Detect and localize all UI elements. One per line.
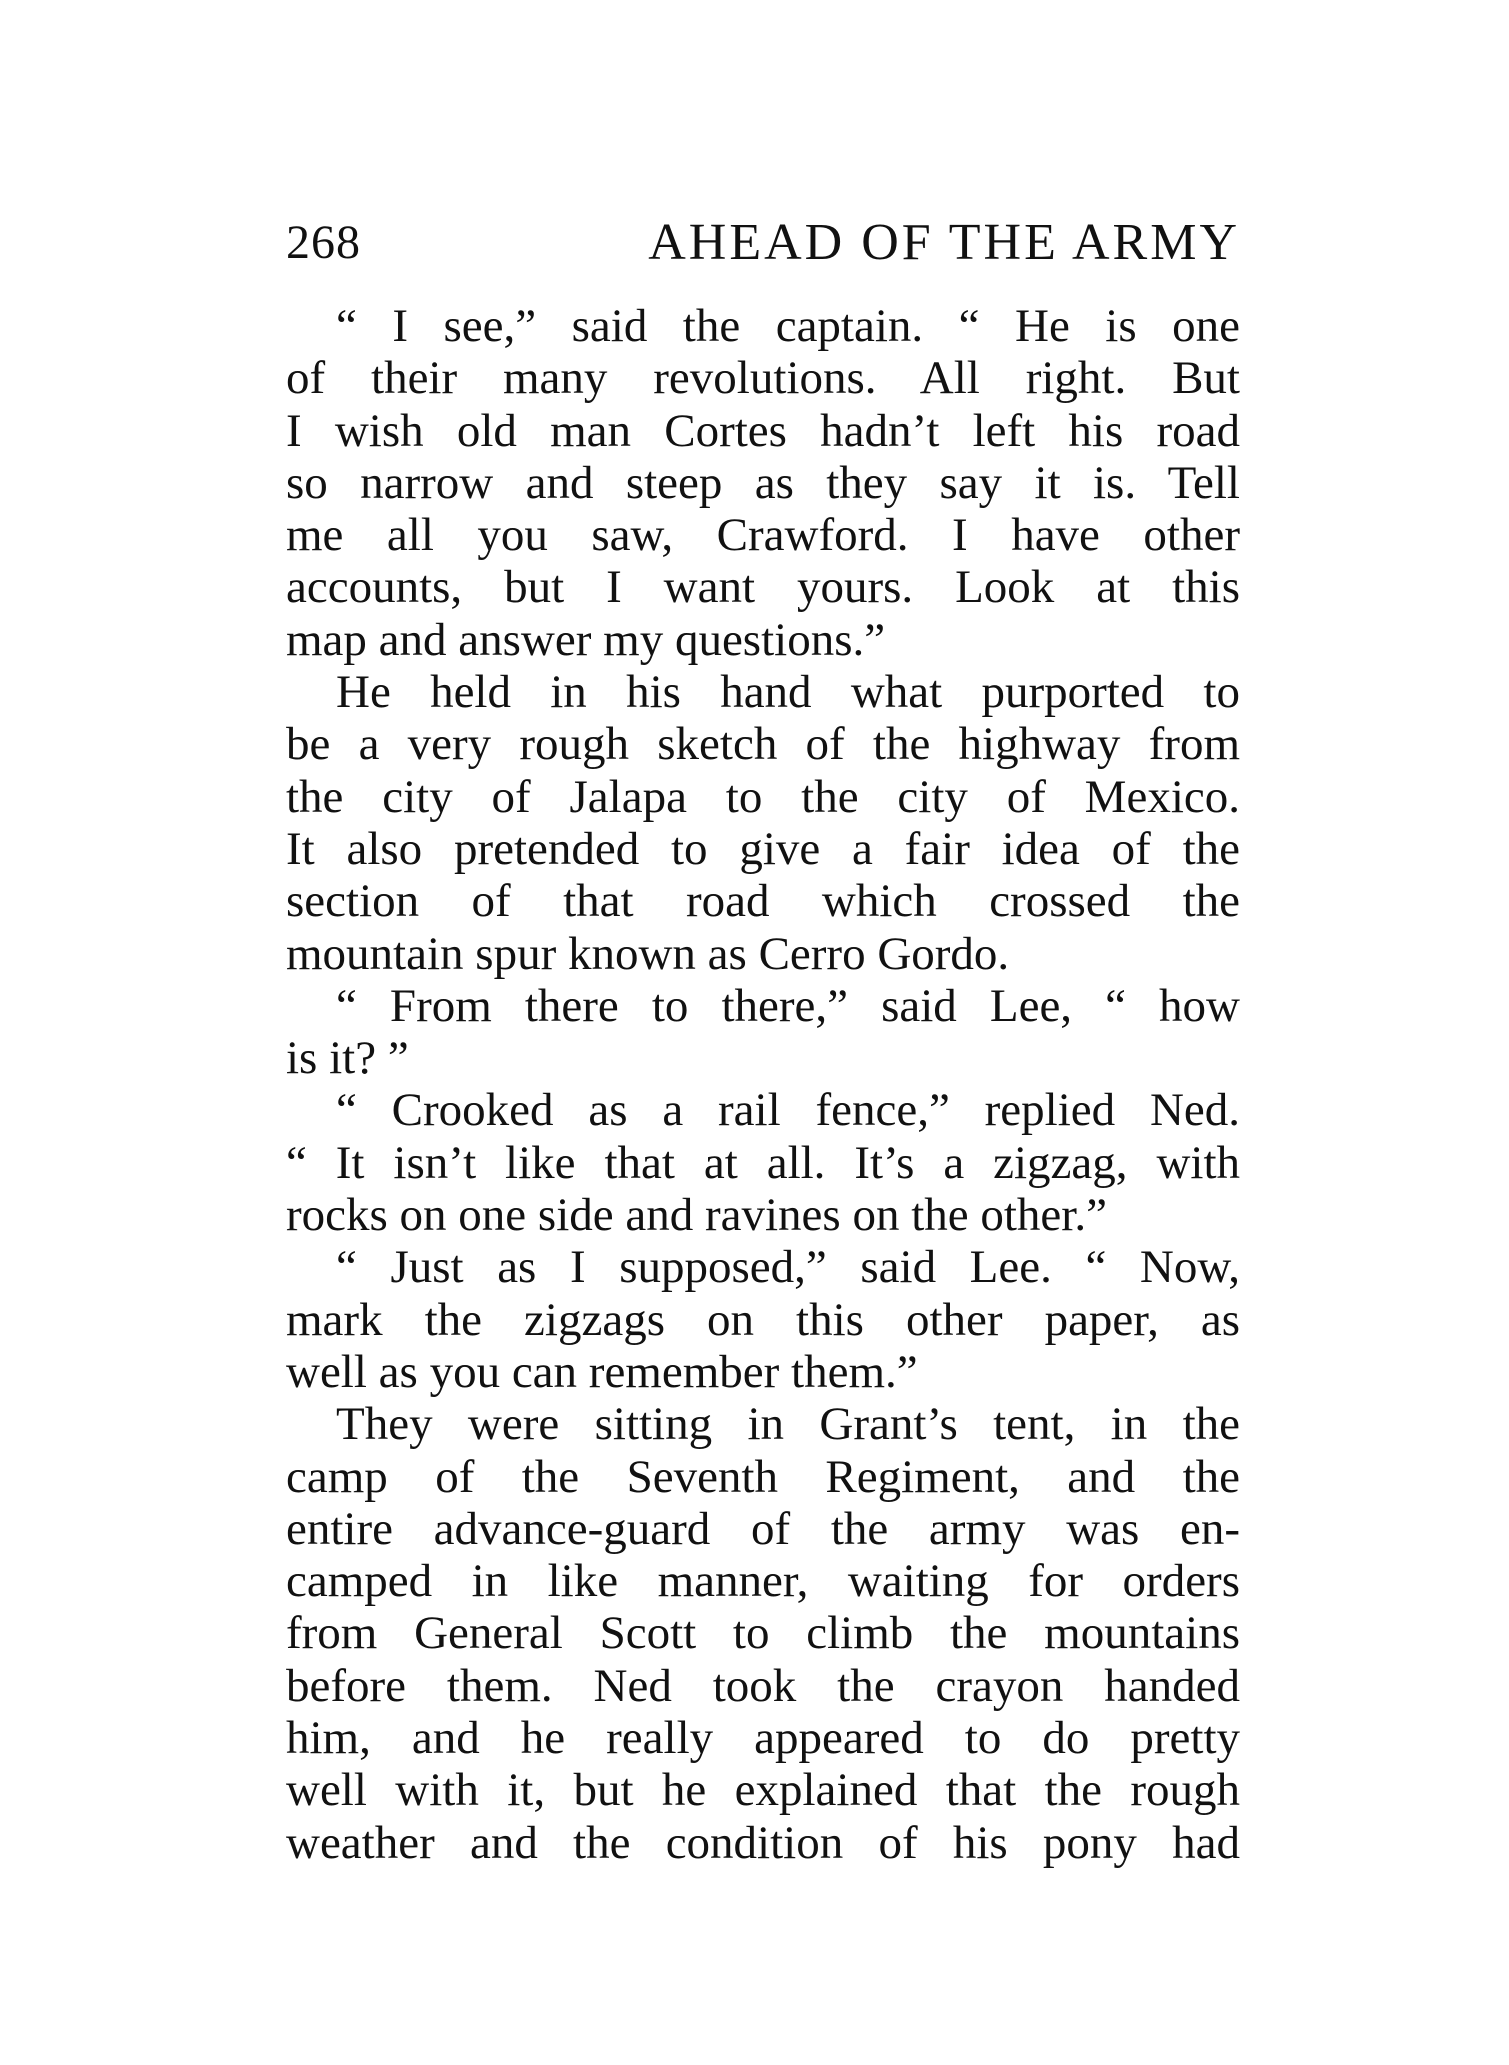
text-line: “ From there to there,” said Lee, “ how	[336, 979, 1240, 1032]
text-line: the city of Jalapa to the city of Mexico.	[286, 770, 1240, 823]
text-line: camped in like manner, waiting for orders	[286, 1555, 1240, 1608]
text-line: They were sitting in Grant’s tent, in the	[336, 1398, 1240, 1451]
text-line: He held in his hand what purported to	[336, 666, 1240, 719]
body-text	[286, 300, 1240, 1869]
page-number: 268	[286, 216, 361, 269]
text-line: entire advance-guard of the army was en-	[286, 1502, 1240, 1555]
running-head	[286, 208, 1240, 278]
text-line: “ It isn’t like that at all. It’s a zigzag, with	[286, 1136, 1240, 1189]
text-line: him, and he really appeared to do pretty	[286, 1712, 1240, 1765]
text-line: well with it, but he explained that the rough	[286, 1764, 1240, 1817]
text-line: from General Scott to climb the mountains	[286, 1607, 1240, 1660]
text-line: “ I see,” said the captain. “ He is one	[336, 300, 1240, 352]
text-line: rocks on one side and ravines on the other.”	[286, 1189, 1107, 1242]
text-line: section of that road which crossed the	[286, 875, 1240, 928]
text-line: camp of the Seventh Regiment, and the	[286, 1450, 1240, 1503]
text-line: so narrow and steep as they say it is. Tell	[286, 456, 1240, 509]
text-line: accounts, but I want yours. Look at this	[286, 561, 1240, 614]
text-line: me all you saw, Crawford. I have other	[286, 509, 1240, 562]
running-title: AHEAD OF THE ARMY	[648, 214, 1240, 271]
text-line: “ Just as I supposed,” said Lee. “ Now,	[336, 1241, 1240, 1294]
text-line: “ Crooked as a rail fence,” replied Ned.	[336, 1084, 1240, 1137]
text-line: weather and the condition of his pony had	[286, 1816, 1240, 1869]
text-line: of their many revolutions. All right. But	[286, 352, 1240, 405]
text-line: I wish old man Cortes hadn’t left his road	[286, 404, 1240, 457]
text-line: mark the zigzags on this other paper, as	[286, 1293, 1240, 1346]
text-line: map and answer my questions.”	[286, 613, 886, 666]
text-line: is it? ”	[286, 1032, 409, 1085]
text-line: before them. Ned took the crayon handed	[286, 1659, 1240, 1712]
text-line: mountain spur known as Cerro Gordo.	[286, 927, 1010, 980]
text-line: be a very rough sketch of the highway from	[286, 718, 1240, 771]
text-line: It also pretended to give a fair idea of the	[286, 822, 1240, 875]
text-line: well as you can remember them.”	[286, 1345, 918, 1398]
